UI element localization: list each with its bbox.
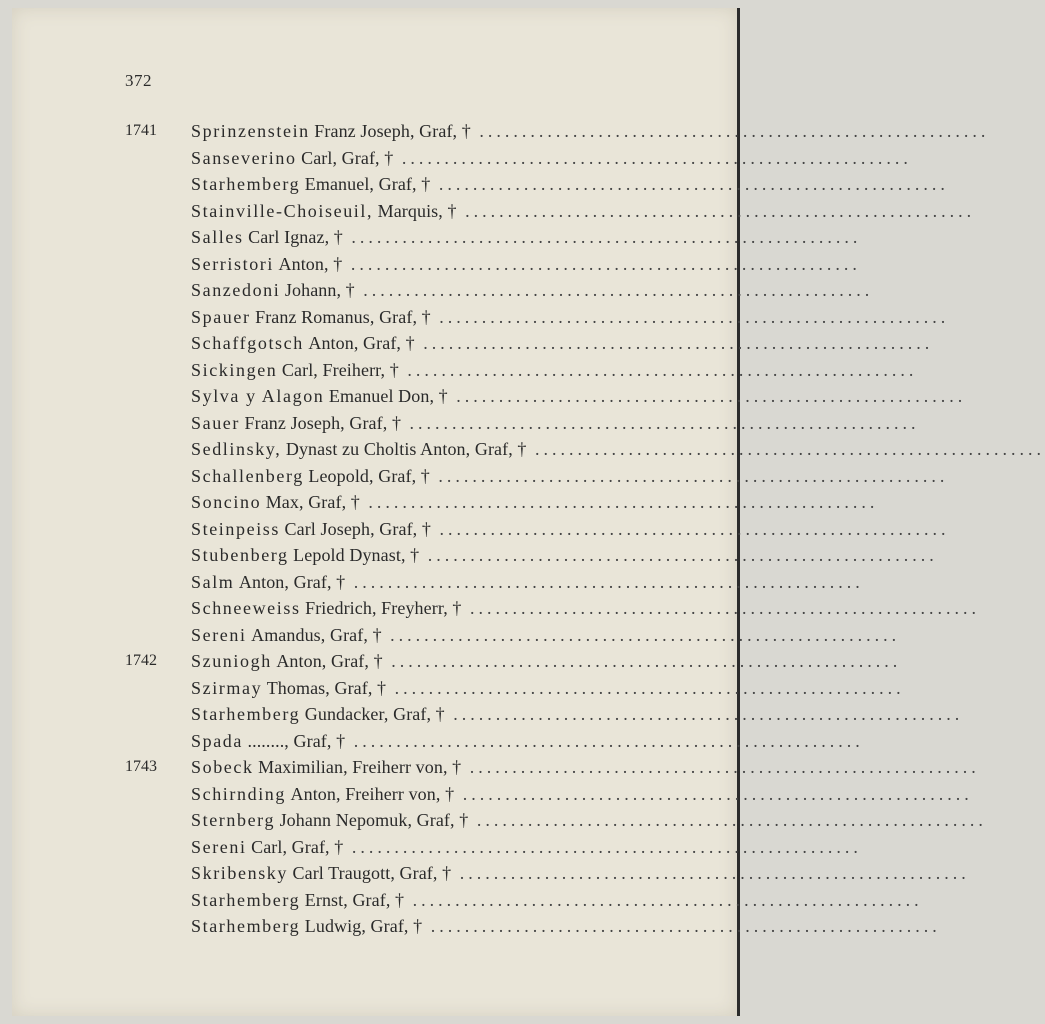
entry-surname: Szuniogh [191, 651, 272, 671]
dot-leader: ............................................................ [381, 624, 901, 645]
entry-surname: Starhemberg [191, 174, 301, 194]
list-item [125, 728, 864, 755]
entry-text [191, 569, 864, 596]
entry-surname: Schallenberg [191, 465, 304, 486]
dot-leader: ............................................................ [419, 545, 938, 565]
entry-details: Ludwig, Graf, † [304, 916, 423, 936]
entry-surname: Sternberg [191, 810, 276, 830]
entry-text [191, 330, 934, 357]
entry-text [191, 463, 949, 490]
entry-details: Friedrich, Freyherr, † [305, 598, 462, 618]
list-item [125, 701, 964, 728]
entry-text [191, 754, 980, 781]
entry-details: Johann Nepomuk, Graf, † [279, 810, 469, 830]
list-item [125, 913, 941, 940]
dot-leader: ............................................................ [345, 730, 864, 751]
list-item [125, 145, 912, 172]
dot-leader: ............................................................ [444, 704, 964, 724]
list-item [125, 118, 990, 145]
entry-surname: Steinpeiss [191, 518, 281, 539]
entry-text [191, 304, 950, 331]
entry-details: Franz Joseph, Graf, † [314, 121, 471, 141]
entry-surname: Starhemberg [191, 889, 301, 910]
dot-leader: ............................................................ [468, 810, 987, 830]
entry-text [191, 913, 941, 940]
list-item [125, 516, 950, 543]
entry-surname: Sedlinsky, [191, 439, 282, 459]
entry-text [191, 251, 861, 278]
entry-surname: Stubenberg [191, 545, 289, 565]
list-item [125, 330, 934, 357]
entry-details: Anton, Freiherr von, † [290, 783, 455, 804]
dot-leader: ............................................................ [401, 412, 920, 433]
list-item [125, 357, 918, 384]
entry-text [191, 834, 862, 861]
entry-surname: Sereni [191, 624, 247, 645]
entry-text [191, 648, 902, 675]
entry-text [191, 860, 970, 887]
entry-text [191, 675, 905, 702]
entry-text [191, 277, 874, 304]
dot-leader: ............................................................ [354, 280, 874, 300]
dot-leader: ............................................................ [430, 306, 950, 327]
entry-surname: Spada [191, 730, 243, 751]
list-item [125, 834, 862, 861]
entry-year: 1741 [125, 122, 157, 139]
entry-details: Max, Graf, † [265, 492, 360, 512]
entry-surname: Sylva y Alagon [191, 386, 325, 406]
entry-details: Marquis, † [377, 200, 457, 221]
entry-text [191, 781, 973, 808]
entry-details: Carl Joseph, Graf, † [284, 518, 431, 539]
dot-leader: ............................................................ [404, 889, 923, 910]
entry-text [191, 410, 920, 437]
entry-text [191, 807, 987, 834]
page-number: 372 [125, 71, 152, 90]
entry-text [191, 383, 967, 410]
entry-surname: Skribensky [191, 863, 288, 883]
entry-text [191, 542, 938, 569]
list-item [125, 595, 981, 622]
entry-list [125, 118, 1045, 940]
entry-surname: Salm [191, 571, 235, 592]
list-item [125, 489, 879, 516]
entry-details: Carl, Freiherr, † [281, 359, 399, 380]
entry-text [191, 595, 981, 622]
list-item [125, 383, 967, 410]
list-item [125, 887, 923, 914]
entry-surname: Sanzedoni [191, 280, 281, 300]
entry-surname: Sanseverino [191, 147, 297, 168]
entry-details: Anton, † [278, 253, 343, 274]
entry-text [191, 224, 862, 251]
dot-leader: ............................................................ [429, 465, 949, 486]
entry-details: Dynast zu Choltis Anton, Graf, † [285, 439, 527, 459]
entry-text [191, 145, 912, 172]
entry-details: Gundacker, Graf, † [304, 704, 445, 724]
entry-surname: Schneeweiss [191, 598, 301, 618]
entry-text [191, 728, 864, 755]
entry-details: Maximilian, Freiherr von, † [258, 757, 462, 777]
entry-details: Emanuel Don, † [328, 386, 448, 406]
entry-surname: Serristori [191, 253, 274, 274]
entry-text [191, 887, 923, 914]
dot-leader: ............................................................ [393, 147, 912, 168]
entry-year: 1743 [125, 758, 157, 775]
dot-leader: ............................................................ [345, 571, 864, 592]
list-item [125, 224, 862, 251]
entry-details: ........, Graf, † [247, 730, 346, 751]
entry-surname: Szirmay [191, 677, 263, 698]
entry-text [191, 198, 976, 225]
dot-leader: ............................................................ [342, 253, 861, 274]
entry-text [191, 516, 950, 543]
dot-leader: ............................................................ [470, 121, 990, 141]
list-item [125, 648, 902, 675]
entry-surname: Schirnding [191, 783, 286, 804]
entry-surname: Schaffgotsch [191, 333, 304, 353]
entry-surname: Stainville-Choiseuil, [191, 200, 374, 221]
entry-details: Carl Ignaz, † [248, 227, 343, 247]
list-item [125, 463, 949, 490]
list-item [125, 781, 973, 808]
entry-surname: Starhemberg [191, 916, 301, 936]
entry-details: Anton, Graf, † [238, 571, 346, 592]
dot-leader: ............................................................ [461, 757, 980, 777]
entry-surname: Salles [191, 227, 244, 247]
entry-details: Carl, Graf, † [251, 836, 344, 857]
list-item [125, 542, 938, 569]
list-item [125, 436, 1045, 463]
dot-leader: ............................................................ [451, 863, 970, 883]
entry-details: Amandus, Graf, † [251, 624, 382, 645]
entry-details: Franz Romanus, Graf, † [255, 306, 431, 327]
entry-details: Thomas, Graf, † [266, 677, 387, 698]
dot-leader: ............................................................ [461, 598, 981, 618]
entry-details: Ernst, Graf, † [304, 889, 405, 910]
entry-text [191, 171, 949, 198]
dot-leader: ............................................................ [526, 439, 1045, 459]
entry-details: Anton, Graf, † [308, 333, 415, 353]
dot-leader: ............................................................ [414, 333, 934, 353]
entry-details: Lepold Dynast, † [293, 545, 420, 565]
entry-text [191, 701, 964, 728]
dot-leader: ............................................................ [422, 916, 941, 936]
entry-surname: Sickingen [191, 359, 278, 380]
entry-year: 1742 [125, 652, 157, 669]
dot-leader: ............................................................ [430, 174, 949, 194]
dot-leader: ............................................................ [447, 386, 967, 406]
entry-details: Franz Joseph, Graf, † [244, 412, 402, 433]
list-item [125, 251, 861, 278]
list-item [125, 675, 905, 702]
dot-leader: ............................................................ [398, 359, 918, 380]
dot-leader: ............................................................ [456, 200, 976, 221]
entry-details: Carl, Graf, † [301, 147, 394, 168]
dot-leader: ............................................................ [386, 677, 905, 698]
entry-text [191, 118, 990, 145]
dot-leader: ............................................................ [382, 651, 902, 671]
entry-surname: Sobeck [191, 757, 254, 777]
entry-details: Carl Traugott, Graf, † [292, 863, 452, 883]
list-item [125, 754, 980, 781]
entry-text [191, 357, 918, 384]
dot-leader: ............................................................ [454, 783, 973, 804]
entry-surname: Sauer [191, 412, 240, 433]
list-item [125, 277, 874, 304]
entry-text [191, 436, 1045, 463]
list-item [125, 304, 950, 331]
entry-surname: Spauer [191, 306, 251, 327]
entry-details: Leopold, Graf, † [308, 465, 430, 486]
dot-leader: ............................................................ [359, 492, 879, 512]
entry-details: Emanuel, Graf, † [304, 174, 431, 194]
list-item [125, 807, 987, 834]
entry-details: Johann, † [284, 280, 355, 300]
entry-details: Anton, Graf, † [276, 651, 383, 671]
entry-surname: Starhemberg [191, 704, 301, 724]
list-item [125, 198, 976, 225]
list-item [125, 622, 901, 649]
entry-text [191, 622, 901, 649]
list-item [125, 410, 920, 437]
dot-leader: ............................................................ [430, 518, 950, 539]
list-item [125, 860, 970, 887]
entry-surname: Sereni [191, 836, 247, 857]
book-page [12, 8, 1045, 1016]
list-item [125, 171, 949, 198]
entry-surname: Soncino [191, 492, 262, 512]
entry-text [191, 489, 879, 516]
dot-leader: ............................................................ [342, 227, 862, 247]
list-item [125, 569, 864, 596]
dot-leader: ............................................................ [343, 836, 862, 857]
entry-surname: Sprinzenstein [191, 121, 310, 141]
